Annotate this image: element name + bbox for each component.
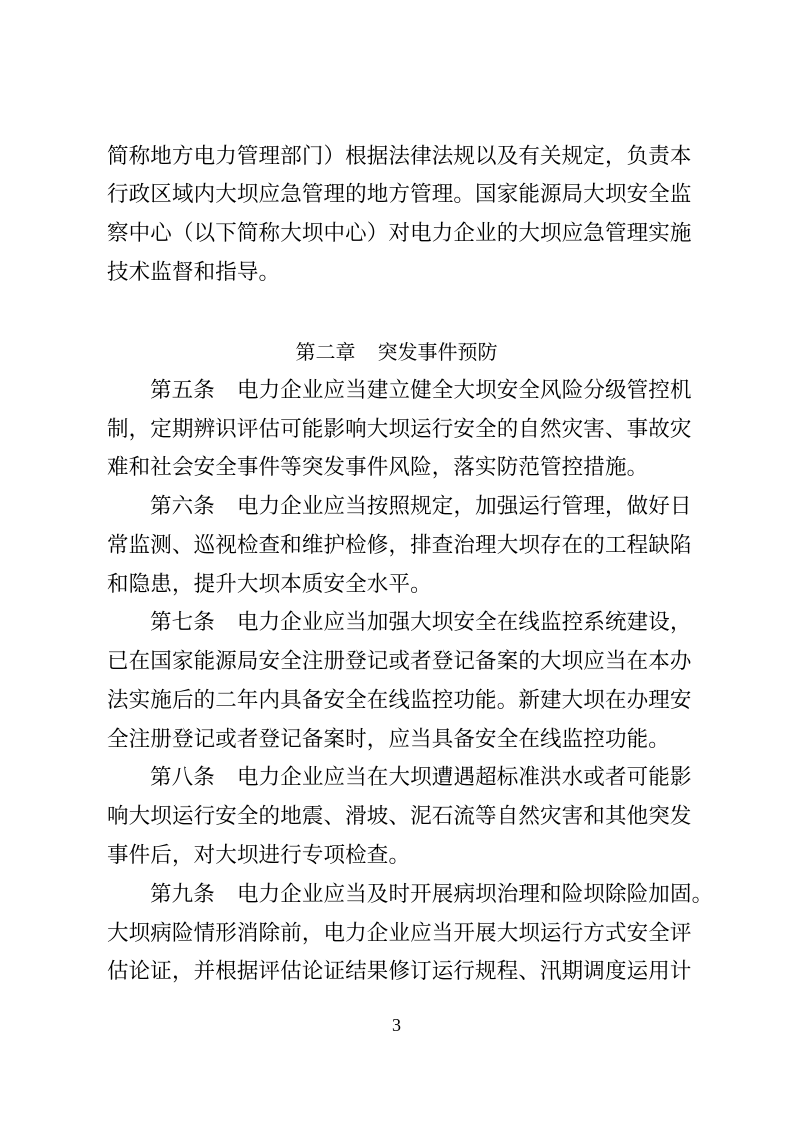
article-9-line-2: 大坝病险情形消除前，电力企业应当开展大坝运行方式安全评: [107, 921, 692, 946]
intro-line-1: 简称地方电力管理部门）根据法律法规以及有关规定，负责本: [107, 144, 692, 169]
intro-line-4: 技术监督和指导。: [107, 260, 281, 285]
article-5-line-2: 制，定期辨识评估可能影响大坝运行安全的自然灾害、事故灾: [107, 417, 692, 442]
article-7-line-4: 全注册登记或者登记备案时，应当具备安全在线监控功能。: [107, 727, 670, 752]
article-9-first-line: [150, 882, 713, 908]
article-number: 第五条: [150, 378, 215, 403]
article-number: 第八条: [150, 765, 215, 790]
article-text: 电力企业应当在大坝遭遇超标准洪水或者可能影: [236, 765, 692, 790]
article-7-first-line: [150, 610, 692, 636]
article-9-line-3: 估论证，并根据评估论证结果修订运行规程、汛期调度运用计: [107, 959, 692, 984]
chapter-title: 突发事件预防: [377, 340, 498, 364]
intro-line-2: 行政区域内大坝应急管理的地方管理。国家能源局大坝安全监: [107, 182, 692, 207]
article-text: 电力企业应当按照规定，加强运行管理，做好日: [236, 494, 692, 519]
article-7-line-3: 法实施后的二年内具备安全在线监控功能。新建大坝在办理安: [107, 688, 692, 713]
article-number: 第七条: [150, 610, 215, 635]
article-5-first-line: [150, 378, 692, 404]
article-7-line-2: 已在国家能源局安全注册登记或者登记备案的大坝应当在本办: [107, 649, 692, 674]
article-6-first-line: [150, 494, 692, 520]
article-number: 第六条: [150, 494, 215, 519]
article-6-line-2: 常监测、巡视检查和维护检修，排查治理大坝存在的工程缺陷: [107, 533, 692, 558]
article-8-line-3: 事件后，对大坝进行专项检查。: [107, 843, 411, 868]
article-5-line-3: 难和社会安全事件等突发事件风险，落实防范管控措施。: [107, 455, 649, 480]
article-number: 第九条: [150, 882, 215, 907]
article-6-line-3: 和隐患，提升大坝本质安全水平。: [107, 572, 432, 597]
chapter-number: 第二章: [295, 340, 356, 364]
article-text: 电力企业应当及时开展病坝治理和险坝除险加固。: [236, 882, 714, 907]
article-text: 电力企业应当建立健全大坝安全风险分级管控机: [236, 378, 692, 403]
article-8-first-line: [150, 765, 692, 791]
chapter-heading: [0, 339, 793, 365]
article-text: 电力企业应当加强大坝安全在线监控系统建设，: [236, 610, 692, 635]
page-number: 3: [392, 1015, 401, 1035]
article-8-line-2: 响大坝运行安全的地震、滑坡、泥石流等自然灾害和其他突发: [107, 804, 692, 829]
intro-line-3: 察中心（以下简称大坝中心）对电力企业的大坝应急管理实施: [107, 221, 692, 246]
